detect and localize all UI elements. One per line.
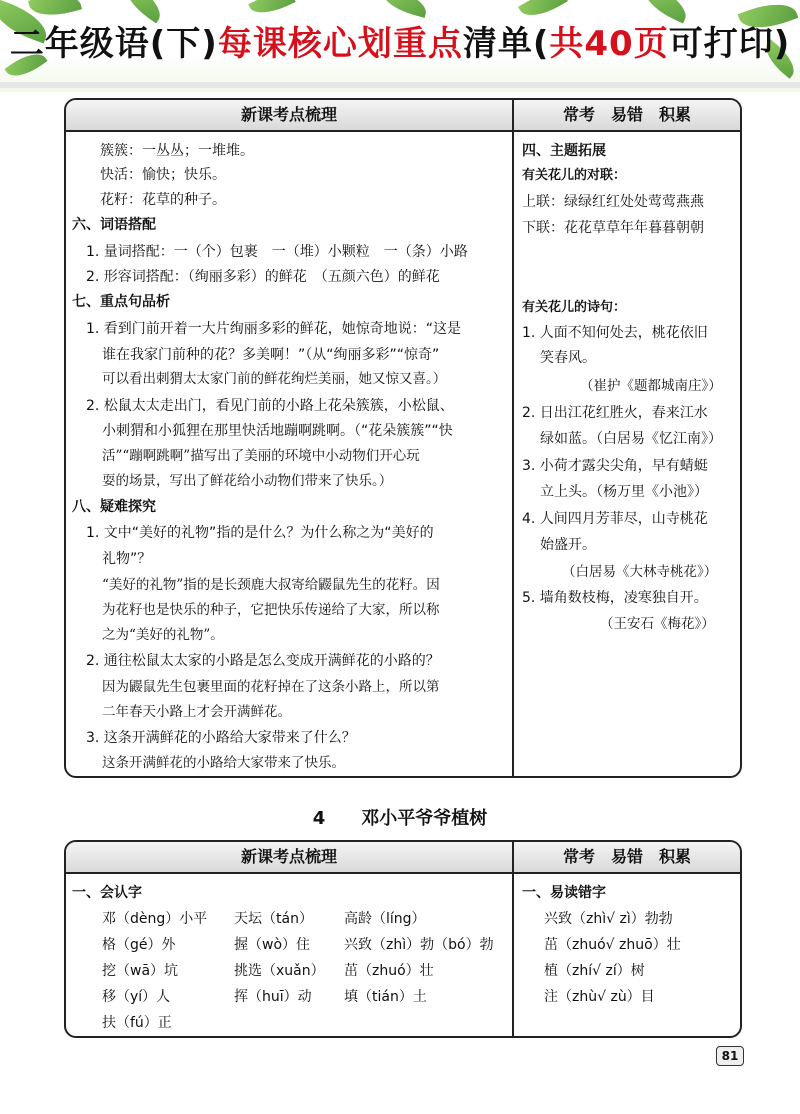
vocab-item: 格（gé）外 bbox=[102, 937, 176, 953]
page-title bbox=[0, 16, 800, 65]
vocab-item: 挑选（xuǎn） bbox=[234, 963, 325, 979]
poem-source: （白居易《大林寺桃花》） bbox=[562, 564, 718, 580]
couplet-line: 上联：绿绿红红处处莺莺燕燕 bbox=[522, 194, 704, 210]
section-heading: 一、易读错字 bbox=[522, 885, 606, 901]
text-line: 礼物”？ bbox=[102, 551, 152, 567]
misread-item: 植（zhí√ zí）树 bbox=[544, 963, 645, 979]
vocab-item: 扶（fú）正 bbox=[102, 1015, 172, 1031]
answer-line: 因为鼹鼠先生包裹里面的花籽掉在了这条小路上，所以第 bbox=[102, 679, 440, 695]
couplet-line: 下联：花花草草年年暮暮朝朝 bbox=[522, 220, 704, 236]
text-line: 1. 量词搭配：一（个）包裹 一（堆）小颗粒 一（条）小路 bbox=[86, 244, 468, 260]
vocab-item: 挖（wā）坑 bbox=[102, 963, 179, 979]
header-divider bbox=[0, 82, 800, 88]
misread-item: 茁（zhuó√ zhuō）壮 bbox=[544, 937, 681, 953]
vocab-item: 挥（huī）动 bbox=[234, 989, 312, 1005]
answer-line: 为花籽也是快乐的种子，它把快乐传递给了大家，所以称 bbox=[102, 602, 440, 618]
vocab-item: 天坛（tán） bbox=[234, 911, 313, 927]
poem-line: 立上头。（杨万里《小池》） bbox=[540, 484, 708, 500]
answer-line: 之为“美好的礼物”。 bbox=[102, 627, 224, 643]
poem-line: 笑春风。 bbox=[540, 350, 596, 366]
section-heading: 六、词语搭配 bbox=[72, 217, 156, 233]
vocab-item: 握（wò）住 bbox=[234, 937, 311, 953]
poem-line: 1. 人面不知何处去，桃花依旧 bbox=[522, 325, 708, 341]
poem-line: 4. 人间四月芳菲尽，山寺桃花 bbox=[522, 511, 708, 527]
header-banner bbox=[0, 0, 800, 92]
study-panel-1 bbox=[64, 98, 742, 778]
poem-line: 3. 小荷才露尖尖角，早有蜻蜓 bbox=[522, 458, 708, 474]
vocab-item: 高龄（líng） bbox=[344, 911, 426, 927]
text-line: 3. 这条开满鲜花的小路给大家带来了什么？ bbox=[86, 730, 356, 746]
title-part: 共40页 bbox=[549, 24, 669, 64]
poem-source: （崔护《题都城南庄》） bbox=[580, 378, 722, 394]
text-line: 花籽：花草的种子。 bbox=[100, 192, 226, 208]
lesson-title bbox=[0, 804, 800, 830]
section-heading: 一、会认字 bbox=[72, 885, 142, 901]
vocab-item: 移（yí）人 bbox=[102, 989, 171, 1005]
poem-source: （王安石《梅花》） bbox=[600, 616, 715, 632]
text-line: 2. 形容词搭配：（绚丽多彩）的鲜花 （五颜六色）的鲜花 bbox=[86, 269, 440, 285]
page-number: 81 bbox=[716, 1046, 744, 1066]
panel-header bbox=[66, 100, 740, 132]
vocab-item: 邓（dèng）小平 bbox=[102, 911, 208, 927]
text-line: 2. 松鼠太太走出门，看见门前的小路上花朵簇簇，小松鼠、 bbox=[86, 398, 454, 414]
title-part: 清单( bbox=[462, 24, 550, 64]
poem-line: 2. 日出江花红胜火，春来江水 bbox=[522, 405, 708, 421]
title-part: 可打印) bbox=[668, 24, 791, 64]
right-column-header: 常考 易错 积累 bbox=[562, 105, 691, 124]
answer-line: 二年春天小路上才会开满鲜花。 bbox=[102, 704, 291, 720]
misread-item: 兴致（zhì√ zì）勃勃 bbox=[544, 911, 673, 927]
text-line: 2. 通往松鼠太太家的小路是怎么变成开满鲜花的小路的？ bbox=[86, 653, 440, 669]
lesson-name: 邓小平爷爷植树 bbox=[361, 808, 488, 829]
section-heading: 四、主题拓展 bbox=[522, 143, 606, 159]
answer-line: 耍的场景，写出了鲜花给小动物们带来了快乐。） bbox=[102, 473, 393, 489]
lesson-number: 4 bbox=[312, 808, 326, 829]
text-line: 1. 看到门前开着一大片绚丽多彩的鲜花，她惊奇地说：“这是 bbox=[86, 321, 462, 337]
left-column-header: 新课考点梳理 bbox=[240, 105, 337, 124]
subheading: 有关花儿的诗句： bbox=[522, 300, 627, 315]
text-line: 1. 文中“美好的礼物”指的是什么？为什么称之为“美好的 bbox=[86, 525, 434, 541]
panel-header bbox=[66, 842, 740, 874]
right-column-header: 常考 易错 积累 bbox=[562, 847, 691, 866]
answer-line: “美好的礼物”指的是长颈鹿大叔寄给鼹鼠先生的花籽。因 bbox=[102, 577, 440, 593]
poem-line: 5. 墙角数枝梅，凌寒独自开。 bbox=[522, 590, 708, 606]
text-line: 谁在我家门前种的花？多美啊！”（从“绚丽多彩”“惊奇” bbox=[102, 347, 440, 363]
answer-line: 这条开满鲜花的小路给大家带来了快乐。 bbox=[102, 755, 345, 771]
title-part: 每课核心划重点 bbox=[217, 24, 463, 64]
study-panel-2 bbox=[64, 840, 742, 1038]
text-line: 小刺猬和小狐狸在那里快活地蹦啊跳啊。（“花朵簇簇”“快 bbox=[102, 423, 453, 439]
section-heading: 八、疑难探究 bbox=[72, 499, 156, 515]
vocab-item: 兴致（zhì）勃（bó）勃 bbox=[344, 937, 494, 953]
column-divider bbox=[512, 842, 514, 1036]
title-part: 二年级语(下) bbox=[9, 24, 218, 64]
vocab-item: 茁（zhuó）壮 bbox=[344, 963, 434, 979]
misread-item: 注（zhù√ zù）目 bbox=[544, 989, 655, 1005]
vocab-item: 填（tián）土 bbox=[344, 989, 427, 1005]
section-heading: 七、重点句品析 bbox=[72, 294, 170, 310]
poem-line: 绿如蓝。（白居易《忆江南》） bbox=[540, 431, 722, 447]
answer-line: 可以看出刺猬太太家门前的鲜花绚烂美丽，她又惊又喜。） bbox=[102, 371, 447, 387]
poem-line: 始盛开。 bbox=[540, 537, 596, 553]
subheading: 有关花儿的对联： bbox=[522, 168, 627, 183]
left-column-header: 新课考点梳理 bbox=[240, 847, 337, 866]
answer-line: 活”“蹦啊跳啊”描写出了美丽的环境中小动物们开心玩 bbox=[102, 448, 420, 464]
column-divider bbox=[512, 100, 514, 776]
text-line: 簇簇：一丛丛；一堆堆。 bbox=[100, 143, 254, 159]
text-line: 快活：愉快；快乐。 bbox=[100, 167, 226, 183]
